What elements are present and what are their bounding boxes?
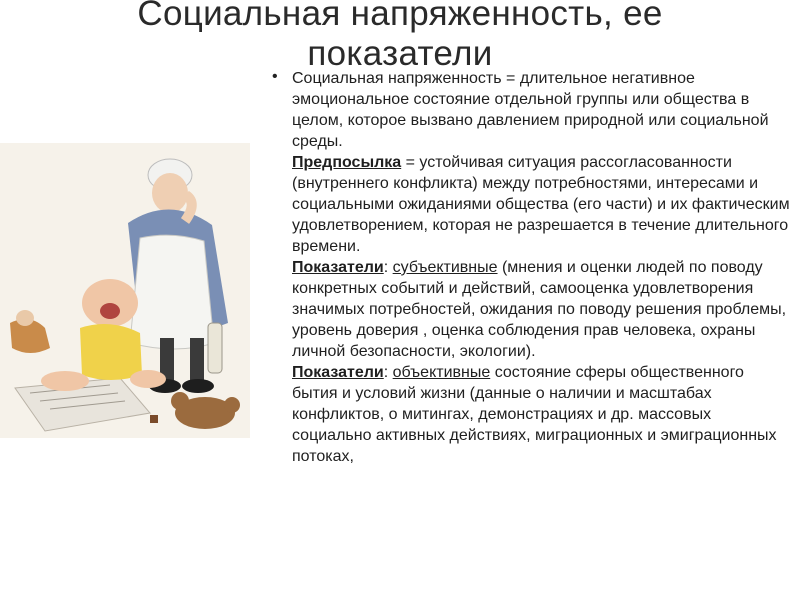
objective-indicators-term: Показатели [292,364,384,381]
subjective-indicators-paragraph [292,257,792,362]
premise-term: Предпосылка [292,154,402,171]
objective-text: состояние сферы общественного бытия и условий жизни (данные о наличии и масштабах конфликтов, о митингах, демонстрациях и др. массовых социально активных действиях, миграционных и эмиграционных потоках, [292,364,777,465]
subjective-kind: субъективные [392,259,498,276]
definition-paragraph: Социальная напряженность = длительное негативное эмоциональное состояние отдельной группы или общества в целом, которое вызвано давлением природной или социальной среды. [292,70,769,150]
objective-colon: : [383,364,393,381]
slide-title: Социальная напряженность, ее показатели [137,0,663,73]
subjective-colon: : [383,259,393,276]
premise-paragraph [292,152,792,257]
illustration-nanny-with-crying-child [0,143,250,438]
premise-text: = устойчивая ситуация рассогласованности (внутреннего конфликта) между потребностями, интересами и социальными ожиданиями общества (его части) и их фактическим удовлетворением, которая не разрешается в течение длительного времени. [292,154,790,255]
objective-indicators-paragraph [292,362,792,467]
bullet-marker: • [272,68,278,85]
subjective-text: (мнения и оценки людей по поводу конкретных событий и действий, самооценка удовлетворения значимых потребностей, ожидания по поводу решения проблемы, уровень доверия , оценка соблюдения прав человека, охраны личной безопасности, экологии). [292,259,787,360]
objective-kind: объективные [392,364,491,381]
slide-body-text [292,68,792,467]
subjective-indicators-term: Показатели [292,259,384,276]
